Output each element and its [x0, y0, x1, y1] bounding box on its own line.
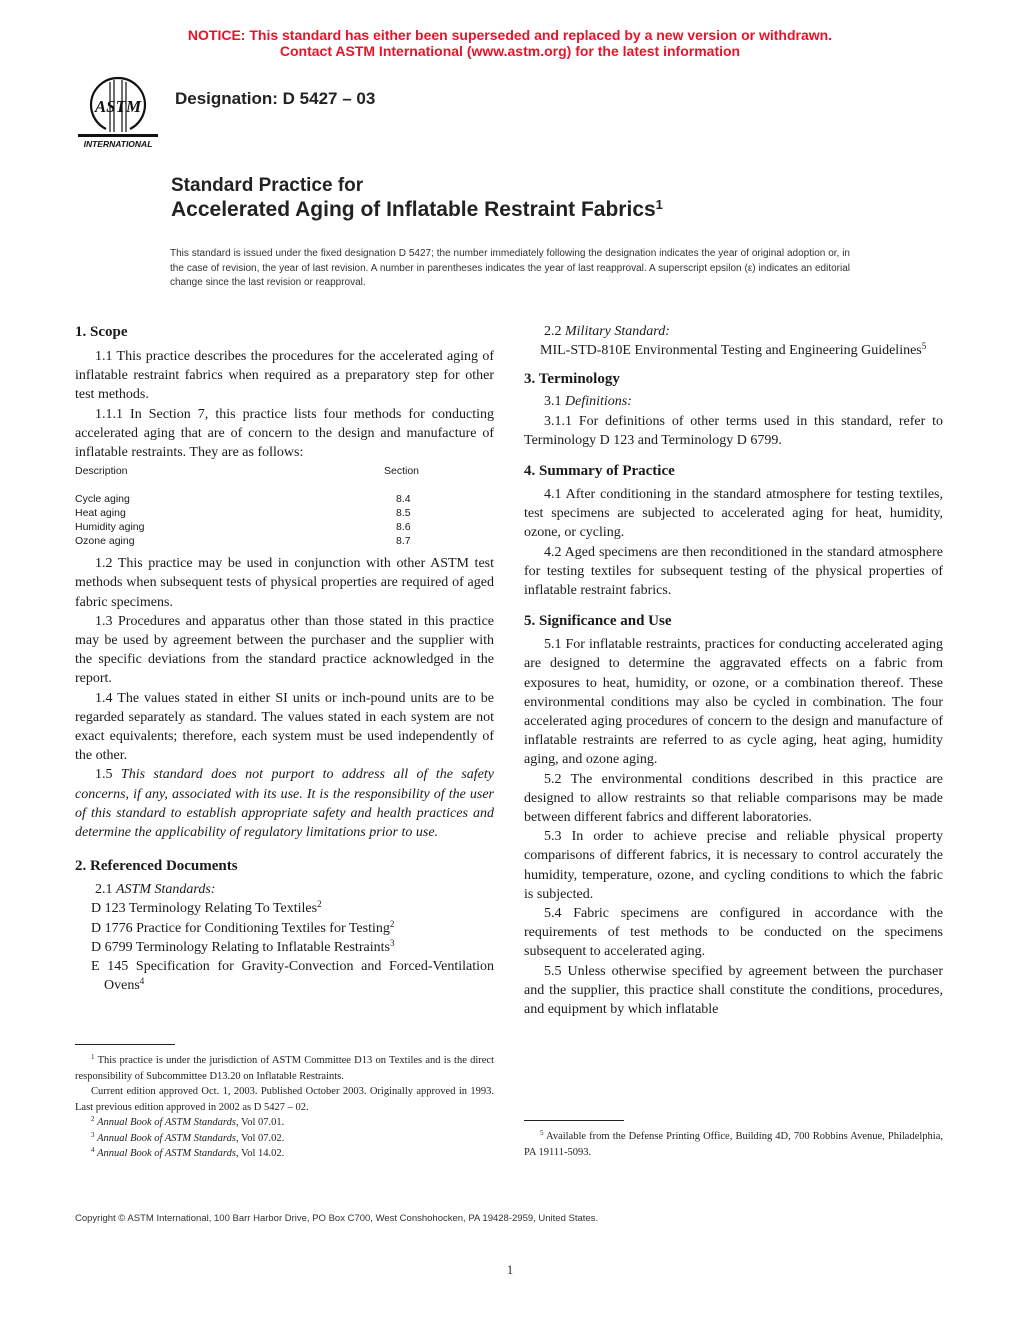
mil-std-item: [524, 341, 943, 360]
footnote-3: [75, 1131, 494, 1147]
section-summary-heading: 4. Summary of Practice: [524, 463, 675, 480]
para-3-1-1: 3.1.1 For definitions of other terms used in this standard, refer to Terminology D 123 and Terminology D 6799.: [524, 413, 943, 448]
reference-text: D 6799 Terminology Relating to Inflatable Restraints: [91, 939, 390, 955]
method-section: 8.4: [396, 493, 411, 506]
method-description: Heat aging: [75, 507, 126, 520]
footnote-1: [75, 1053, 494, 1084]
table-row: [75, 520, 494, 534]
footnote-2: [75, 1115, 494, 1131]
reference-item: [75, 957, 494, 995]
logo-text: ASTM: [94, 97, 142, 116]
section-scope-heading: 1. Scope: [75, 324, 128, 340]
astm-logo-icon: [76, 74, 160, 150]
para-4-2: 4.2 Aged specimens are then reconditioned in the standard atmosphere for testing textiles for subsequent testing of the physical properties of inflatable restraint fabrics.: [524, 544, 943, 599]
reference-text: E 145 Specification for Gravity-Convection and Forced-Ventilation Ovens: [91, 959, 494, 994]
footnote-5-mark: 5: [540, 1129, 544, 1137]
title-footnote-mark: 1: [655, 197, 663, 212]
reference-item: [75, 899, 494, 918]
para-5-1: 5.1 For inflatable restraints, practices for conducting accelerated aging are designed to determine the aggravated effects on a fabric from exposures to heat, humidity, or ozone, or a combination thereof. These environmental conditions may also be cycled in combination. The four accelerated aging procedures of concern to the design and manufacture of inflatable restraints are referred to as cycle aging, heat aging, humidity aging, and ozone aging.: [524, 637, 943, 768]
method-description: Cycle aging: [75, 493, 130, 506]
method-description: Ozone aging: [75, 535, 135, 548]
footnote-rule-right: [524, 1120, 624, 1121]
reference-item: [75, 938, 494, 957]
reference-item: [75, 919, 494, 938]
footnote-4-book: Annual Book of ASTM Standards: [97, 1148, 236, 1159]
section-significance-heading: 5. Significance and Use: [524, 613, 672, 630]
methods-col-description: Description: [75, 465, 128, 478]
copyright-line: Copyright © ASTM International, 100 Barr Harbor Drive, PO Box C700, West Conshohocken, PA 19428-2959, United States.: [75, 1213, 599, 1224]
section-referenced-heading: 2. Referenced Documents: [75, 858, 238, 875]
para-1-5-text: This standard does not purport to address all of the safety concerns, if any, associated with its use. It is the responsibility of the user of this standard to establish appropriate safety and health practices and determine the applicability of regulatory limitations prior to use.: [75, 767, 494, 841]
footnote-4: [75, 1146, 494, 1162]
mil-std-footnote-mark: 5: [921, 341, 927, 352]
notice-line-1: NOTICE: This standard has either been superseded and replaced by a new version or withdrawn.: [187, 27, 833, 43]
para-1-2: 1.2 This practice may be used in conjunction with other ASTM test methods when subsequent tests of physical properties are required of aged fabric specimens.: [75, 556, 494, 610]
reference-footnote-mark: 4: [139, 976, 145, 987]
para-2-1: [75, 880, 494, 899]
para-1-5-number: 1.5: [95, 767, 113, 783]
footnote-1-edition: Current edition approved Oct. 1, 2003. Published October 2003. Originally approved in 1993. Last previous edition approved in 2002 as D 5427 – 02.: [75, 1086, 494, 1113]
reference-text: D 123 Terminology Relating To Textiles: [91, 901, 318, 917]
para-2-1-label: ASTM Standards:: [116, 882, 216, 898]
method-section: 8.6: [396, 521, 411, 534]
para-5-5: 5.5 Unless otherwise specified by agreement between the purchaser and the supplier, this practice shall constitute the conditions, procedures, and equipment by which inflatable: [524, 963, 943, 1018]
section-terminology-heading: 3. Terminology: [524, 371, 620, 388]
para-2-1-number: 2.1: [95, 882, 113, 898]
table-row: [75, 534, 494, 548]
footnotes-right: [524, 1129, 943, 1160]
notice-line-2: Contact ASTM International (www.astm.org) for the latest information: [279, 43, 741, 59]
para-5-4: 5.4 Fabric specimens are configured in accordance with the requirements of test methods to be conducted on the specimens subsequent to accelerated aging.: [524, 906, 943, 960]
methods-table: [75, 464, 494, 548]
para-3-1: [524, 392, 943, 411]
para-5-3: 5.3 In order to achieve precise and reliable physical property comparisons of different fabrics, it is necessary to control accurately the humidity, temperature, ozone, and cycling conditions to which the fabric is subjected.: [524, 829, 943, 902]
method-section: 8.5: [396, 507, 411, 520]
reference-footnote-mark: 2: [389, 918, 395, 929]
footnote-3-mark: 3: [91, 1130, 95, 1139]
footnote-2-vol: , Vol 07.01.: [235, 1117, 285, 1128]
table-row: [75, 492, 494, 506]
footnote-3-vol: , Vol 07.02.: [235, 1132, 285, 1144]
footnote-3-book: Annual Book of ASTM Standards: [97, 1132, 236, 1144]
reference-text: D 1776 Practice for Conditioning Textiles for Testing: [91, 920, 390, 936]
para-1-4: 1.4 The values stated in either SI units or inch-pound units are to be regarded separately as standard. The values stated in each system are not exact equivalents; therefore, each system must be used independently of the other.: [75, 690, 494, 764]
para-2-2: [524, 322, 943, 341]
left-column: [75, 323, 494, 995]
para-4-1: 4.1 After conditioning in the standard atmosphere for testing textiles, test specimens are subjected to accelerated aging for heat, humidity, ozone, or cycling.: [524, 487, 943, 541]
footnote-4-mark: 4: [91, 1146, 95, 1154]
designation: Designation: D 5427 – 03: [175, 89, 376, 108]
footnote-1-text: This practice is under the jurisdiction of ASTM Committee D13 on Textiles and is the direct responsibility of Subcommittee D13.20 on Inflatable Restraints.: [75, 1055, 494, 1082]
footnote-1-mark: 1: [91, 1053, 95, 1061]
methods-col-section: Section: [384, 465, 420, 478]
para-5-2: 5.2 The environmental conditions described in this practice are designed to allow restraints so that reliable comparisons may be made between different fabrics and different laboratories.: [524, 771, 943, 826]
table-row: [75, 506, 494, 520]
footnote-2-mark: 2: [91, 1115, 95, 1123]
right-column: [524, 322, 943, 1019]
para-2-2-label: Military Standard:: [565, 324, 670, 339]
method-section: 8.7: [396, 535, 411, 548]
para-2-2-number: 2.2: [544, 324, 562, 339]
mil-std-text: MIL-STD-810E Environmental Testing and Engineering Guidelines: [540, 343, 922, 359]
footnote-rule-left: [75, 1044, 175, 1045]
reference-footnote-mark: 2: [317, 899, 322, 910]
title-line-1: Standard Practice for: [171, 175, 364, 196]
footnotes-left: [75, 1053, 494, 1162]
title-text: Accelerated Aging of Inflatable Restraint Fabrics: [171, 198, 656, 221]
logo-subtext: INTERNATIONAL: [83, 139, 153, 149]
footnote-5: [524, 1129, 943, 1160]
footnote-5-text: Available from the Defense Printing Office, Building 4D, 700 Robbins Avenue, Philadelphia, PA 19111-5093.: [524, 1131, 943, 1158]
para-3-1-label: Definitions:: [565, 394, 632, 410]
para-1-3: 1.3 Procedures and apparatus other than those stated in this practice may be used by agreement between the purchaser and the supplier with the specific deviations from the standard practice acknowledged in the report.: [75, 613, 494, 687]
page-number: 1: [506, 1262, 514, 1277]
issued-note: This standard is issued under the fixed designation D 5427; the number immediately following the designation indicates the year of original adoption or, in the case of revision, the year of last revision. A number in parentheses indicates the year of last reapproval. A superscript epsilon (ε) indicates an editorial change since the last revision or reapproval.: [170, 248, 850, 288]
para-1-1-1: 1.1.1 In Section 7, this practice lists four methods for conducting accelerated aging that are of concern to the design and manufacture of inflatable restraints. They are as follows:: [75, 406, 494, 461]
footnote-4-vol: , Vol 14.02.: [235, 1148, 285, 1159]
method-description: Humidity aging: [75, 521, 145, 534]
notice-banner: [0, 27, 1020, 59]
footnote-2-book: Annual Book of ASTM Standards: [97, 1117, 236, 1128]
para-1-1: 1.1 This practice describes the procedures for the accelerated aging of inflatable restraint fabrics when required as a preparatory step for other test methods.: [75, 349, 494, 403]
title-line-2: [171, 198, 663, 222]
reference-footnote-mark: 3: [389, 937, 395, 948]
para-3-1-number: 3.1: [544, 394, 562, 410]
para-1-5: [75, 765, 494, 842]
